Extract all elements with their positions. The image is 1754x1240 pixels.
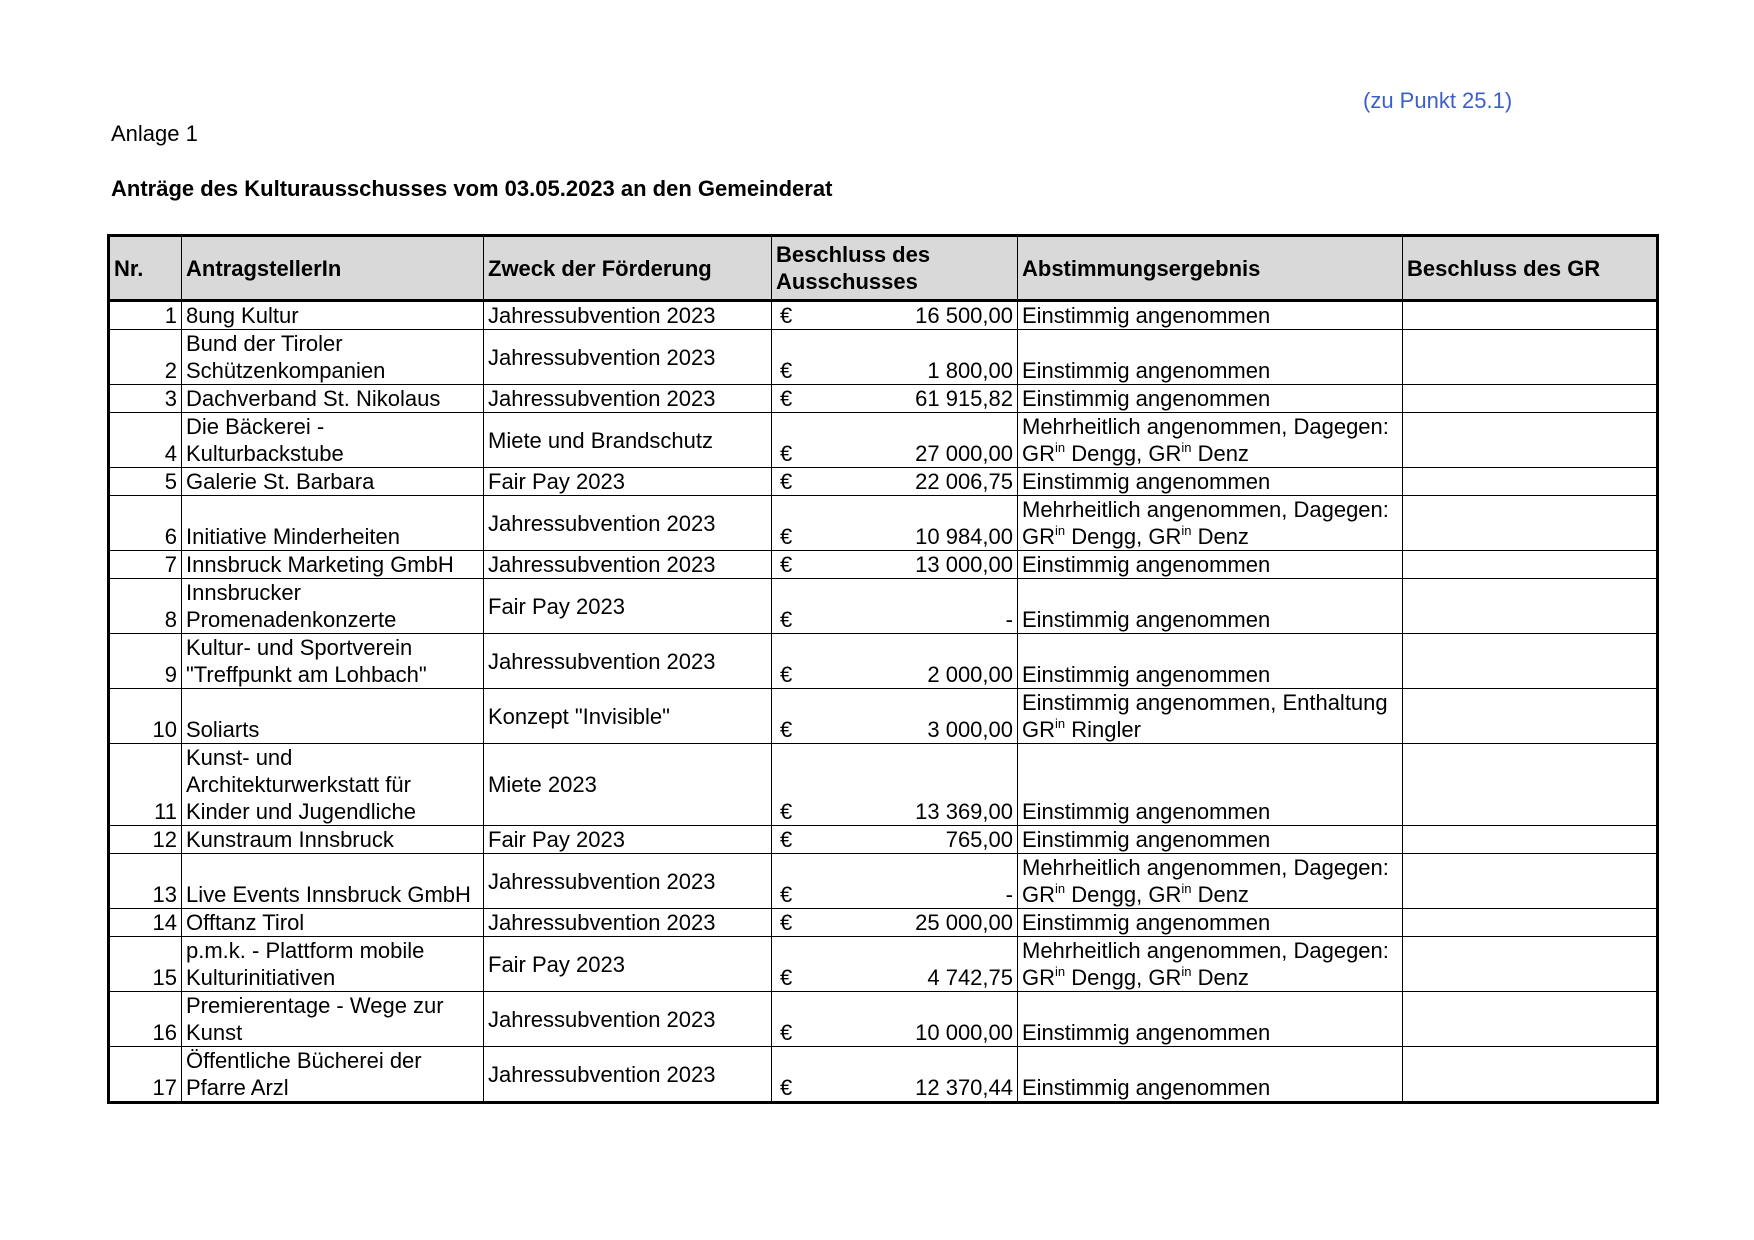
table-row [109,1047,1658,1103]
vote-result-text: Einstimmig angenommen, Enthaltung [1022,690,1388,715]
council-member-title-suffix: in [1055,440,1066,455]
amount-value: - [1005,882,1013,907]
row-number: 4 [109,413,182,468]
row-number: 3 [109,385,182,413]
committee-amount [772,634,1018,689]
vote-result [1018,551,1403,579]
vote-result-text: Einstimmig angenommen [1022,469,1271,494]
council-member-title-suffix: in [1181,964,1192,979]
applicant-name: Kunst- und Architekturwerkstatt für Kinder und Jugendliche [182,744,484,826]
amount-value: 22 006,75 [915,469,1013,494]
currency-symbol: € [780,1020,793,1045]
committee-amount [772,826,1018,854]
currency-symbol: € [780,552,793,577]
currency-symbol: € [780,799,793,824]
council-member-name: Dengg, [1071,965,1143,990]
council-member-title: GR [1022,524,1055,549]
row-number: 7 [109,551,182,579]
committee-amount [772,854,1018,909]
currency-symbol: € [780,441,793,466]
council-decision [1403,385,1658,413]
funding-purpose: Jahressubvention 2023 [484,1047,772,1103]
amount-value: 10 000,00 [915,1020,1013,1045]
council-member-title-suffix: in [1181,881,1192,896]
currency-symbol: € [780,1075,793,1100]
vote-result [1018,909,1403,937]
amount-value: 13 000,00 [915,552,1013,577]
funding-purpose: Jahressubvention 2023 [484,551,772,579]
applicant-name: Öffentliche Bücherei der Pfarre Arzl [182,1047,484,1103]
vote-result [1018,744,1403,826]
vote-result-text: Einstimmig angenommen [1022,1075,1271,1100]
committee-amount [772,551,1018,579]
amount-value: 1 800,00 [927,358,1013,383]
vote-result [1018,689,1403,744]
committee-amount [772,992,1018,1047]
amount-value: 4 742,75 [927,965,1013,990]
table-row [109,468,1658,496]
amount-value: 765,00 [945,827,1013,852]
row-number: 9 [109,634,182,689]
table-row [109,826,1658,854]
applicant-name: Galerie St. Barbara [182,468,484,496]
table-row [109,854,1658,909]
council-member-name: Dengg, [1071,524,1143,549]
funding-purpose: Konzept "Invisible" [484,689,772,744]
page-reference: (zu Punkt 25.1) [1363,88,1513,113]
council-member-name: Denz [1197,882,1249,907]
vote-result-text: Einstimmig angenommen [1022,303,1271,328]
committee-amount [772,301,1018,330]
council-member-title-suffix: in [1181,523,1192,538]
table-row [109,496,1658,551]
committee-amount [772,937,1018,992]
row-number: 11 [109,744,182,826]
vote-result [1018,301,1403,330]
vote-result-text: Einstimmig angenommen [1022,552,1271,577]
vote-result-text: Einstimmig angenommen [1022,910,1271,935]
row-number: 1 [109,301,182,330]
vote-result [1018,992,1403,1047]
vote-result [1018,468,1403,496]
currency-symbol: € [780,607,793,632]
table-row [109,689,1658,744]
funding-requests-table [107,234,1659,1104]
currency-symbol: € [780,965,793,990]
currency-symbol: € [780,524,793,549]
attachment-label: Anlage 1 [111,121,198,146]
funding-purpose: Jahressubvention 2023 [484,992,772,1047]
vote-result [1018,413,1403,468]
table-row [109,909,1658,937]
header-vote-result: Abstimmungsergebnis [1018,236,1403,301]
vote-result-text: Einstimmig angenommen [1022,1020,1271,1045]
table-row [109,413,1658,468]
currency-symbol: € [780,827,793,852]
header-council-decision: Beschluss des GR [1403,236,1658,301]
applicant-name: Die Bäckerei - Kulturbackstube [182,413,484,468]
vote-result-text: Einstimmig angenommen [1022,607,1271,632]
row-number: 6 [109,496,182,551]
council-member-title: GR [1148,524,1182,549]
council-decision [1403,826,1658,854]
amount-value: 3 000,00 [927,717,1013,742]
row-number: 10 [109,689,182,744]
amount-value: 2 000,00 [927,662,1013,687]
vote-result [1018,634,1403,689]
council-member-title-suffix: in [1055,881,1066,896]
council-member-title: GR [1022,965,1055,990]
currency-symbol: € [780,662,793,687]
funding-purpose: Fair Pay 2023 [484,468,772,496]
header-nr: Nr. [109,236,182,301]
row-number: 8 [109,579,182,634]
funding-purpose: Jahressubvention 2023 [484,909,772,937]
currency-symbol: € [780,303,793,328]
committee-amount [772,1047,1018,1103]
currency-symbol: € [780,717,793,742]
table-row [109,579,1658,634]
council-member-name: Dengg, [1071,441,1143,466]
funding-purpose: Jahressubvention 2023 [484,385,772,413]
header-applicant: AntragstellerIn [182,236,484,301]
header-committee-decision: Beschluss des Ausschusses [772,236,1018,301]
funding-purpose: Fair Pay 2023 [484,937,772,992]
applicant-name: Innsbrucker Promenadenkonzerte [182,579,484,634]
committee-amount [772,744,1018,826]
vote-result [1018,826,1403,854]
council-member-name: Denz [1197,524,1249,549]
committee-amount [772,496,1018,551]
vote-result-text: Einstimmig angenommen [1022,386,1271,411]
funding-purpose: Miete 2023 [484,744,772,826]
vote-result-text: Einstimmig angenommen [1022,662,1271,687]
council-member-name: Denz [1197,441,1249,466]
table-row [109,385,1658,413]
council-member-title: GR [1022,882,1055,907]
applicant-name: Kunstraum Innsbruck [182,826,484,854]
council-member-name: Denz [1197,965,1249,990]
currency-symbol: € [780,358,793,383]
amount-value: 25 000,00 [915,910,1013,935]
council-decision [1403,937,1658,992]
funding-purpose: Jahressubvention 2023 [484,301,772,330]
council-member-name: Ringler [1071,717,1141,742]
table-header [109,236,1658,301]
vote-result [1018,579,1403,634]
committee-amount [772,330,1018,385]
council-decision [1403,301,1658,330]
row-number: 15 [109,937,182,992]
vote-result [1018,385,1403,413]
council-member-title-suffix: in [1181,440,1192,455]
amount-value: 27 000,00 [915,441,1013,466]
council-member-title: GR [1022,717,1055,742]
vote-result-text: Mehrheitlich angenommen, Dagegen: [1022,414,1389,439]
row-number: 5 [109,468,182,496]
council-decision [1403,330,1658,385]
council-decision [1403,496,1658,551]
currency-symbol: € [780,386,793,411]
funding-purpose: Jahressubvention 2023 [484,634,772,689]
applicant-name: Innsbruck Marketing GmbH [182,551,484,579]
applicant-name: Dachverband St. Nikolaus [182,385,484,413]
row-number: 12 [109,826,182,854]
applicant-name: Premierentage - Wege zur Kunst [182,992,484,1047]
funding-purpose: Jahressubvention 2023 [484,496,772,551]
funding-purpose: Jahressubvention 2023 [484,330,772,385]
funding-purpose: Jahressubvention 2023 [484,854,772,909]
vote-result-text: Mehrheitlich angenommen, Dagegen: [1022,938,1389,963]
vote-result [1018,330,1403,385]
council-decision [1403,689,1658,744]
row-number: 14 [109,909,182,937]
council-member-title: GR [1148,965,1182,990]
vote-result-text: Mehrheitlich angenommen, Dagegen: [1022,855,1389,880]
vote-result [1018,854,1403,909]
row-number: 16 [109,992,182,1047]
amount-value: - [1005,607,1013,632]
committee-amount [772,579,1018,634]
amount-value: 12 370,44 [915,1075,1013,1100]
council-decision [1403,1047,1658,1103]
table-row [109,551,1658,579]
amount-value: 61 915,82 [915,386,1013,411]
header-purpose: Zweck der Förderung [484,236,772,301]
council-decision [1403,468,1658,496]
applicant-name: Initiative Minderheiten [182,496,484,551]
vote-result-text: Mehrheitlich angenommen, Dagegen: [1022,497,1389,522]
table-row [109,744,1658,826]
council-member-title: GR [1148,882,1182,907]
applicant-name: 8ung Kultur [182,301,484,330]
funding-purpose: Fair Pay 2023 [484,579,772,634]
council-decision [1403,579,1658,634]
council-member-title-suffix: in [1055,716,1066,731]
table-row [109,634,1658,689]
applicant-name: Live Events Innsbruck GmbH [182,854,484,909]
council-decision [1403,854,1658,909]
row-number: 2 [109,330,182,385]
applicant-name: Kultur- und Sportverein "Treffpunkt am Lohbach" [182,634,484,689]
vote-result [1018,1047,1403,1103]
applicant-name: Soliarts [182,689,484,744]
table-row [109,330,1658,385]
applicant-name: Offtanz Tirol [182,909,484,937]
applicant-name: p.m.k. - Plattform mobile Kulturinitiativen [182,937,484,992]
row-number: 17 [109,1047,182,1103]
council-member-title: GR [1022,441,1055,466]
council-decision [1403,413,1658,468]
vote-result-text: Einstimmig angenommen [1022,799,1271,824]
currency-symbol: € [780,469,793,494]
table-row [109,992,1658,1047]
committee-amount [772,385,1018,413]
amount-value: 10 984,00 [915,524,1013,549]
council-member-name: Dengg, [1071,882,1143,907]
committee-amount [772,413,1018,468]
council-decision [1403,634,1658,689]
document-title: Anträge des Kulturausschusses vom 03.05.2023 an den Gemeinderat [111,176,833,201]
vote-result [1018,937,1403,992]
vote-result [1018,496,1403,551]
amount-value: 16 500,00 [915,303,1013,328]
currency-symbol: € [780,882,793,907]
applicant-name: Bund der Tiroler Schützenkompanien [182,330,484,385]
funding-purpose: Fair Pay 2023 [484,826,772,854]
amount-value: 13 369,00 [915,799,1013,824]
committee-amount [772,689,1018,744]
table-body [109,301,1658,1103]
vote-result-text: Einstimmig angenommen [1022,358,1271,383]
council-decision [1403,992,1658,1047]
currency-symbol: € [780,910,793,935]
table-row [109,301,1658,330]
committee-amount [772,909,1018,937]
council-member-title-suffix: in [1055,523,1066,538]
council-decision [1403,744,1658,826]
council-member-title: GR [1148,441,1182,466]
funding-purpose: Miete und Brandschutz [484,413,772,468]
council-decision [1403,909,1658,937]
row-number: 13 [109,854,182,909]
vote-result-text: Einstimmig angenommen [1022,827,1271,852]
council-decision [1403,551,1658,579]
table-row [109,937,1658,992]
council-member-title-suffix: in [1055,964,1066,979]
committee-amount [772,468,1018,496]
